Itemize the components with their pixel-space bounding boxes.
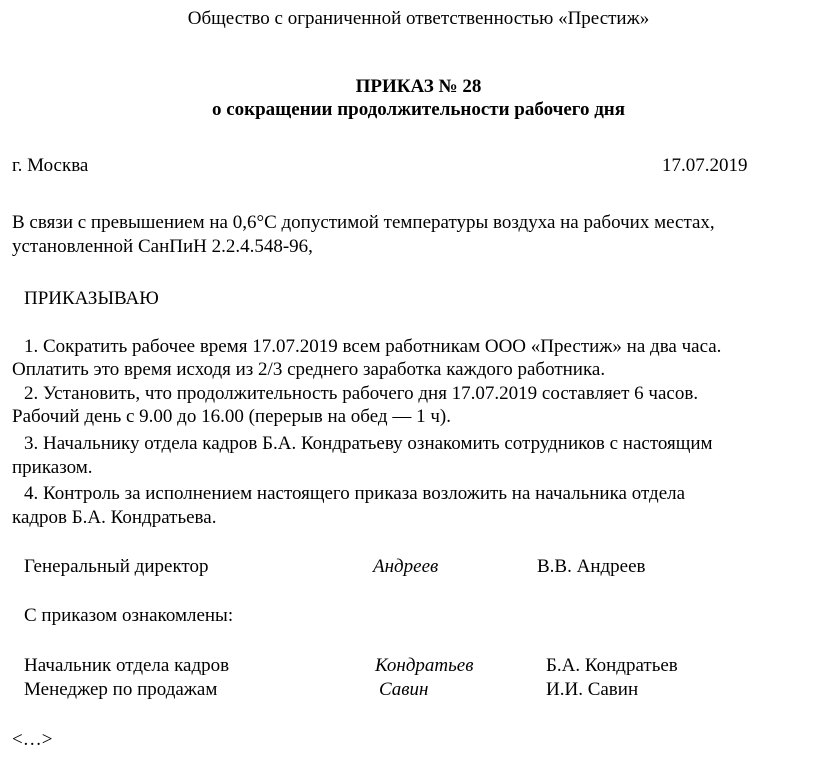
item-1-line-1: 1. Сократить рабочее время 17.07.2019 всем работникам ООО «Престиж» на два часа. bbox=[24, 336, 722, 357]
item-2-line-1: 2. Установить, что продолжительность рабочего дня 17.07.2019 составляет 6 часов. bbox=[24, 383, 699, 404]
order-subtitle: о сокращении продолжительности рабочего дня bbox=[211, 99, 626, 120]
item-2-line-2: Рабочий день с 9.00 до 16.00 (перерыв на обед — 1 ч). bbox=[12, 406, 451, 427]
director-signature: Андреев bbox=[373, 556, 439, 577]
item-4-line-1: 4. Контроль за исполнением настоящего приказа возложить на начальника отдела bbox=[24, 483, 686, 504]
sales-position: Менеджер по продажам bbox=[24, 679, 218, 700]
item-4-line-2: кадров Б.А. Кондратьева. bbox=[12, 507, 217, 528]
item-3-line-2: приказом. bbox=[12, 457, 93, 478]
order-date: 17.07.2019 bbox=[662, 155, 748, 176]
preamble-line-2: установленной СанПиН 2.2.4.548-96, bbox=[12, 236, 313, 257]
item-1-line-2: Оплатить это время исходя из 2/3 среднего заработка каждого работника. bbox=[12, 359, 606, 380]
city: г. Москва bbox=[12, 155, 89, 176]
hr-name: Б.А. Кондратьев bbox=[546, 655, 678, 676]
order-word: ПРИКАЗЫВАЮ bbox=[24, 288, 159, 309]
director-name: В.В. Андреев bbox=[537, 556, 646, 577]
acquainted-label: С приказом ознакомлены: bbox=[24, 605, 234, 626]
organization-name: Общество с ограниченной ответственностью «Престиж» bbox=[187, 8, 650, 29]
item-3-line-1: 3. Начальнику отдела кадров Б.А. Кондратьеву ознакомить сотрудников с настоящим bbox=[24, 433, 713, 454]
preamble-line-1: В связи с превышением на 0,6°С допустимой температуры воздуха на рабочих местах, bbox=[12, 212, 715, 233]
ellipsis-mark: <…> bbox=[12, 729, 53, 750]
sales-name: И.И. Савин bbox=[546, 679, 639, 700]
sales-signature: Савин bbox=[379, 679, 429, 700]
hr-position: Начальник отдела кадров bbox=[24, 655, 230, 676]
director-position: Генеральный директор bbox=[24, 556, 209, 577]
hr-signature: Кондратьев bbox=[375, 655, 474, 676]
order-title: ПРИКАЗ № 28 bbox=[355, 76, 482, 97]
